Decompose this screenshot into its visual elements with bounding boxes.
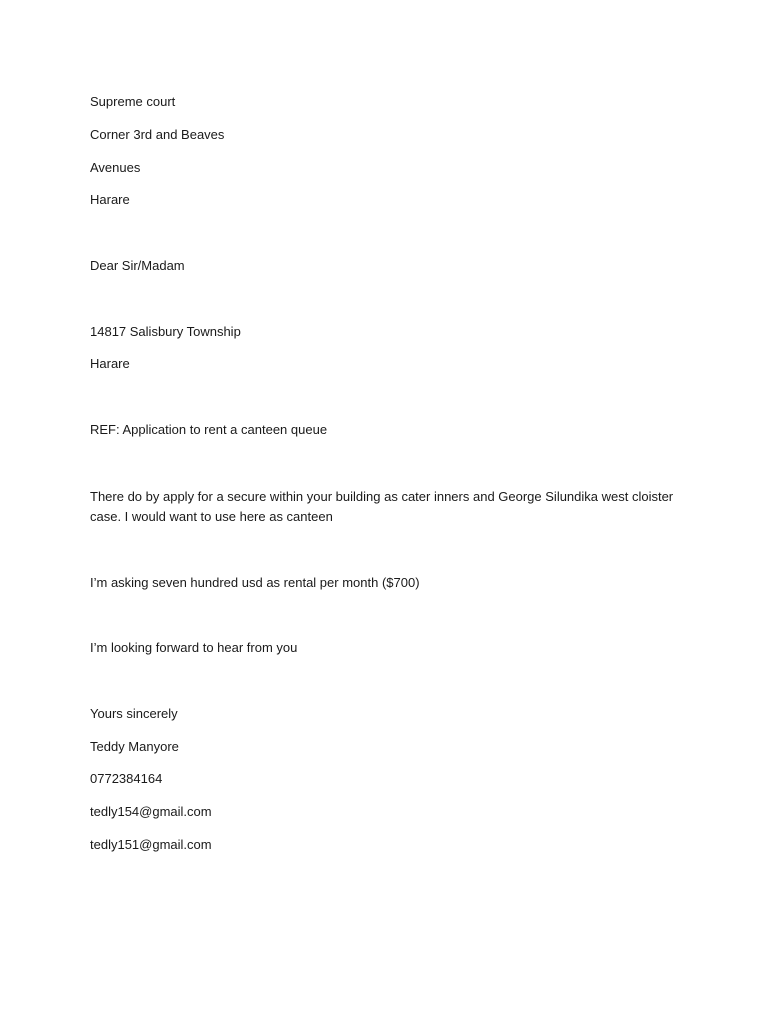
body-paragraph-1-line-2: case. I would want to use here as canteen	[90, 509, 333, 524]
reference-line: REF: Application to rent a canteen queue	[90, 422, 328, 437]
recipient-name: Supreme court	[90, 94, 176, 109]
recipient-city: Harare	[90, 192, 130, 207]
body-paragraph-2: I’m asking seven hundred usd as rental per month ($700)	[90, 575, 420, 590]
body-paragraph-3: I’m looking forward to hear from you	[90, 640, 298, 655]
salutation: Dear Sir/Madam	[90, 258, 185, 273]
closing: Yours sincerely	[90, 706, 178, 721]
sender-city: Harare	[90, 356, 130, 371]
recipient-street: Corner 3rd and Beaves	[90, 127, 225, 142]
signature-phone: 0772384164	[90, 771, 163, 786]
recipient-street2: Avenues	[90, 160, 141, 175]
body-paragraph-1-line-1: There do by apply for a secure within your building as cater inners and George Silundika west cloister	[90, 489, 674, 504]
signature-email-2: tedly151@gmail.com	[90, 837, 212, 852]
signature-email-1: tedly154@gmail.com	[90, 804, 212, 819]
sender-street: 14817 Salisbury Township	[90, 324, 241, 339]
signature-name: Teddy Manyore	[90, 739, 179, 754]
